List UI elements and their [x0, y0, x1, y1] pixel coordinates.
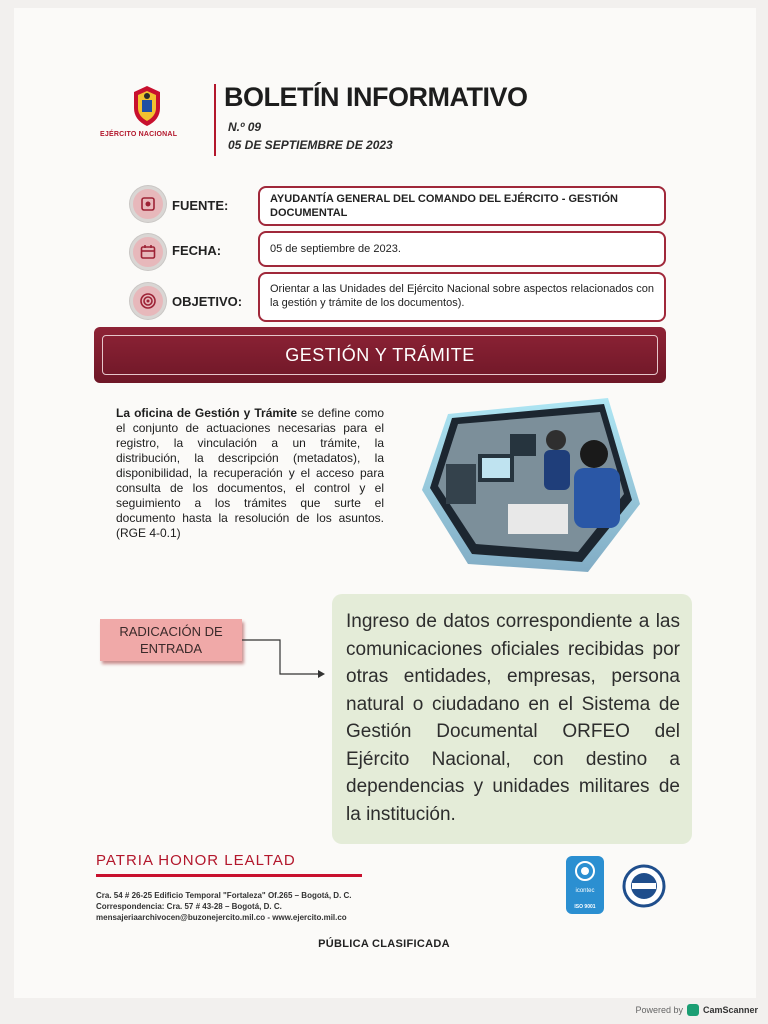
objetivo-value: Orientar a las Unidades del Ejército Nacional sobre aspectos relacionados con la gestión y trámite de los documentos).: [258, 272, 666, 322]
address-block: [96, 890, 352, 923]
classification-label: PÚBLICA CLASIFICADA: [318, 938, 450, 950]
bulletin-date: 05 DE SEPTIEMBRE DE 2023: [228, 138, 393, 152]
objetivo-label: OBJETIVO:: [172, 294, 243, 309]
header-divider: [214, 84, 216, 156]
intro-text: se define como el conjunto de actuaciones necesarias para el registro, la vinculación a un trámite, la distribución, la descripción (metadatos), la disponibilidad, la recuperación y el acceso para consulta de los documentos, el control y el seguimiento a los trámites que surte el documento hasta la resolución de los asuntos. (RGE 4-0.1): [116, 406, 384, 540]
address-line2: Correspondencia: Cra. 57 # 43-28 – Bogotá, D. C.: [96, 902, 282, 911]
radicacion-description: Ingreso de datos correspondiente a las comunicaciones oficiales recibidas por otras entidades, empresas, persona natural o ciudadano en el Sistema de Gestión Documental ORFEO del Ejército Nacional, con destino a dependencias y unidades militares de la institución.: [332, 594, 692, 844]
connector-arrow-icon: [230, 638, 330, 688]
radicacion-label: [100, 619, 242, 661]
calendar-icon: [130, 234, 166, 270]
office-workers-image: [418, 394, 644, 590]
section-title: GESTIÓN Y TRÁMITE: [102, 335, 658, 375]
section-banner: [94, 327, 666, 383]
army-crest-icon: [130, 84, 164, 128]
icontec-label: icontec: [575, 888, 595, 894]
motto-underline: [96, 874, 362, 877]
radicacion-label-line1: RADICACIÓN DE: [119, 624, 223, 639]
org-name: EJÉRCITO NACIONAL: [100, 131, 178, 138]
radicacion-label-line2: ENTRADA: [139, 641, 203, 656]
camscanner-name: CamScanner: [702, 1005, 758, 1015]
fecha-label: FECHA:: [172, 243, 222, 258]
fuente-label: FUENTE:: [172, 198, 229, 213]
intro-bold: La oficina de Gestión y Trámite: [116, 406, 298, 420]
icontec-logo-icon: [566, 856, 604, 886]
target-icon: [130, 283, 166, 319]
address-line3: mensajeriaarchivocen@buzonejercito.mil.co - www.ejercito.mil.co: [96, 913, 347, 922]
fecha-value: 05 de septiembre de 2023.: [258, 231, 666, 267]
motto: PATRIA HONOR LEALTAD: [96, 852, 296, 869]
camscanner-icon: [687, 1004, 699, 1016]
iso-label: ISO 9001: [574, 904, 596, 910]
address-line1: Cra. 54 # 26-25 Edificio Temporal "Fortaleza" Of.265 – Bogotá, D. C.: [96, 891, 352, 900]
fuente-value: AYUDANTÍA GENERAL DEL COMANDO DEL EJÉRCITO - GESTIÓN DOCUMENTAL: [258, 186, 666, 226]
iqnet-certification-icon: [622, 864, 666, 908]
scanner-watermark: [635, 1004, 758, 1016]
source-icon: [130, 186, 166, 222]
powered-by-text: Powered by: [635, 1005, 683, 1015]
bulletin-title: BOLETÍN INFORMATIVO: [224, 82, 528, 112]
bulletin-number: N.º 09: [228, 120, 262, 134]
intro-paragraph: [116, 406, 384, 541]
